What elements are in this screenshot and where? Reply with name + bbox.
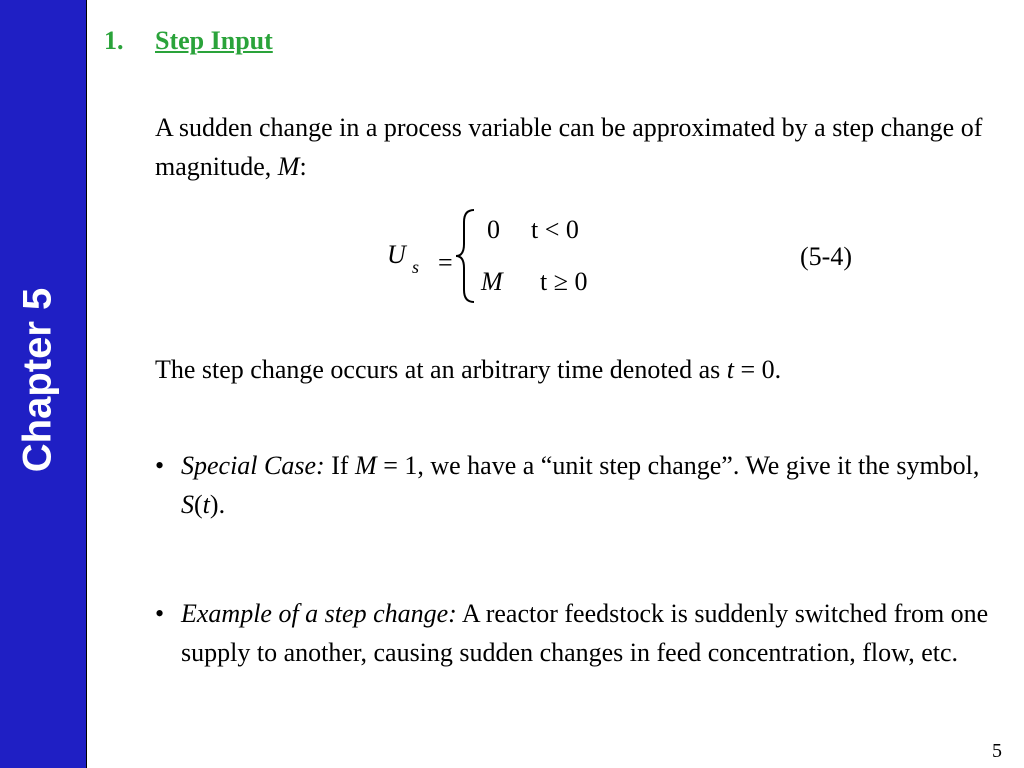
bullet-text: ). <box>209 490 226 519</box>
time-note-paragraph <box>155 350 1015 389</box>
bullet-text: If <box>324 451 356 480</box>
bullet-marker: • <box>155 451 165 480</box>
eq-row2-condition: t ≥ 0 <box>540 267 588 296</box>
equation-number: (5-4) <box>800 242 852 271</box>
bullet-lead: Special Case: <box>181 451 325 480</box>
bullet-lead: Example of a step change: <box>181 599 457 628</box>
step-symbol: S <box>181 490 194 519</box>
bullet-text: A reactor feedstock is suddenly switched from one supply to another, causing sudden changes in feed concentration, flow, etc. <box>181 599 989 667</box>
chapter-sidebar <box>0 0 86 768</box>
left-brace-icon <box>452 206 478 306</box>
bullet-text: = 1, we have a “unit step change”. We give it the symbol, <box>376 451 980 480</box>
eq-row1-value: 0 <box>487 215 500 244</box>
magnitude-symbol: M <box>355 451 377 480</box>
page-number: 5 <box>992 740 1002 762</box>
magnitude-symbol: M <box>277 152 300 181</box>
time-var: t <box>202 490 210 519</box>
time-note-text: The step change occurs at an arbitrary time denoted as <box>155 355 727 384</box>
bullet-example <box>181 594 991 672</box>
intro-text: A sudden change in a process variable can be approximated by a step change of magnitude, <box>155 113 983 181</box>
intro-colon: : <box>299 152 307 181</box>
section-title: Step Input <box>155 26 273 55</box>
chapter-label: Chapter 5 <box>15 287 60 473</box>
sidebar-divider <box>86 0 87 768</box>
section-number: 1. <box>104 26 124 55</box>
eq-row2-value: M <box>481 267 503 296</box>
eq-lhs-subscript: s <box>412 257 420 277</box>
bullet-marker: • <box>155 599 165 628</box>
eq-lhs-symbol: U <box>387 240 406 269</box>
intro-paragraph <box>155 108 1015 186</box>
eq-row1-condition: t < 0 <box>531 215 579 244</box>
time-note-tail: = 0. <box>734 355 782 384</box>
bullet-special-case <box>181 446 991 524</box>
eq-equals: = <box>438 248 453 277</box>
time-var: t <box>726 355 734 384</box>
bullet-text: ( <box>194 490 203 519</box>
